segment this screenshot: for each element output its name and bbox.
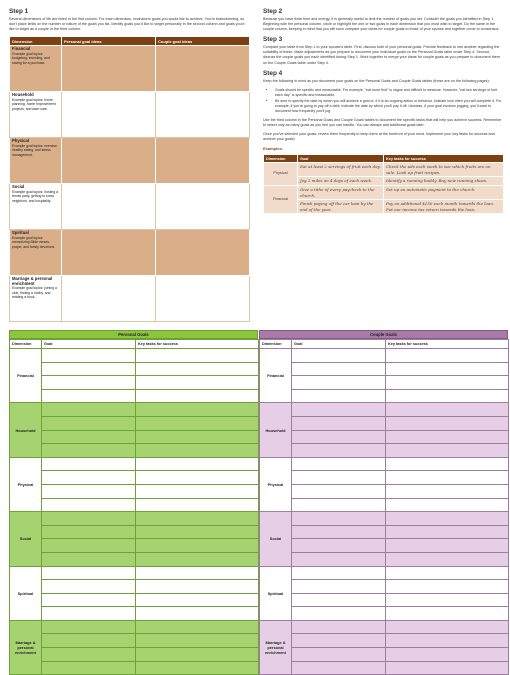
goal-row — [260, 539, 509, 553]
tasks-cell[interactable] — [136, 349, 259, 363]
dimension-label: Social — [260, 512, 292, 566]
goal-cell[interactable] — [42, 539, 136, 553]
goal-cell[interactable] — [292, 444, 386, 458]
personal-ideas-cell[interactable] — [62, 230, 156, 276]
example-tasks: Set up an automatic payment to the church. — [384, 185, 504, 199]
tasks-cell[interactable] — [386, 580, 509, 594]
dimension-desc: Example goal topics: home, planning, home improvement projects, and lawn care. — [12, 97, 56, 111]
tasks-cell[interactable] — [386, 416, 509, 430]
goal-cell[interactable] — [42, 593, 136, 607]
couple-ideas-cell[interactable] — [156, 138, 250, 184]
goal-row — [10, 634, 259, 648]
goal-cell[interactable] — [42, 580, 136, 594]
goal-row — [10, 389, 259, 403]
couple-ideas-cell[interactable] — [156, 46, 250, 92]
goal-row — [260, 620, 509, 634]
tasks-cell[interactable] — [386, 362, 509, 376]
tasks-cell[interactable] — [136, 580, 259, 594]
goal-cell[interactable] — [42, 648, 136, 662]
tasks-cell[interactable] — [136, 512, 259, 526]
brainstorm-row-marriage — [10, 276, 250, 322]
tasks-cell[interactable] — [136, 607, 259, 621]
personal-ideas-cell[interactable] — [62, 46, 156, 92]
example-dimension: Physical — [264, 163, 298, 186]
goal-cell[interactable] — [292, 484, 386, 498]
goal-row — [10, 620, 259, 634]
tasks-cell[interactable] — [136, 634, 259, 648]
goal-row — [10, 471, 259, 485]
bullet-item: • Goals should be specific and measurable. For example, "eat more fruit" is vague and difficult to measure. However, "eat two servings of fruit each day" is specific and measurable. — [275, 88, 503, 98]
couple-goals-title: Couple Goals — [259, 330, 508, 339]
couple-header-dimension: Dimension — [260, 340, 292, 349]
goal-row — [260, 525, 509, 539]
goal-cell[interactable] — [292, 416, 386, 430]
goal-cell[interactable] — [42, 566, 136, 580]
goal-row — [260, 389, 509, 403]
tasks-cell[interactable] — [136, 484, 259, 498]
dimension-name: Household — [12, 92, 34, 98]
goal-cell[interactable] — [42, 661, 136, 675]
goal-row — [10, 349, 259, 363]
tasks-cell[interactable] — [386, 512, 509, 526]
dimension-cell — [10, 46, 62, 92]
tasks-cell[interactable] — [136, 389, 259, 403]
tasks-cell[interactable] — [136, 648, 259, 662]
dimension-name: Physical — [12, 138, 29, 144]
goal-row — [10, 661, 259, 675]
goal-cell[interactable] — [42, 416, 136, 430]
tasks-cell[interactable] — [386, 661, 509, 675]
step4-para3: Once you've selected your goals, review them frequently to keep them at the forefront of your mind. Implement your key tasks for success and achieve your goals! — [263, 131, 495, 142]
dimension-cell — [10, 276, 62, 322]
tasks-cell[interactable] — [386, 457, 509, 471]
example-tasks: Check the ads each week to see which fruits are on sale. Look up fruit recipes. — [384, 163, 504, 177]
goal-cell[interactable] — [42, 389, 136, 403]
bullet-item: • Be sure to specify the date by which you will achieve a goal or, if it is an ongoing action or behavior, indicate how often you will complete it. For example, if you're going to pay off a debt, indicate the date by which you'll pay it off. Likewise, if your goal involves jogging, you'll want to document how frequently you'll jog. — [275, 99, 503, 114]
goal-cell[interactable] — [292, 580, 386, 594]
couple-header-tasks: Key tasks for success — [386, 340, 509, 349]
goal-row — [260, 648, 509, 662]
personal-ideas-cell[interactable] — [62, 276, 156, 322]
tasks-cell[interactable] — [136, 457, 259, 471]
goal-row — [10, 552, 259, 566]
goal-cell[interactable] — [42, 349, 136, 363]
dimension-label: Physical — [10, 457, 42, 511]
goal-row — [10, 362, 259, 376]
dimension-desc: Example goal topics: budgeting, investing, and saving for a purchase. — [12, 51, 50, 65]
examples-header-row — [264, 155, 504, 163]
dimension-label: Physical — [260, 457, 292, 511]
goal-row — [10, 648, 259, 662]
goal-cell[interactable] — [292, 552, 386, 566]
goal-row — [10, 416, 259, 430]
step1-text: Several dimensions of life are listed in the first column. For each dimension, brainstorm goals you would like to achieve. You're brainstorming, so don't place limits on the number or nature of the goals you list. Identify goals you'd like to target personally in the second column and goals you'd like to target as a couple in the third column. — [9, 17, 245, 32]
goal-row — [260, 416, 509, 430]
tasks-cell[interactable] — [386, 593, 509, 607]
goal-row — [10, 525, 259, 539]
dimension-desc: Example goal topics: memorizing Bible verses, prayer, and family devotions. — [12, 235, 56, 249]
tasks-cell[interactable] — [136, 498, 259, 512]
goal-cell[interactable] — [292, 593, 386, 607]
couple-ideas-cell[interactable] — [156, 276, 250, 322]
goal-cell[interactable] — [292, 634, 386, 648]
goal-row — [260, 457, 509, 471]
brainstorm-row-social — [10, 184, 250, 230]
goal-row — [260, 607, 509, 621]
dimension-label: Spiritual — [260, 566, 292, 620]
tasks-cell[interactable] — [386, 566, 509, 580]
tasks-cell[interactable] — [386, 484, 509, 498]
personal-ideas-cell[interactable] — [62, 92, 156, 138]
goal-cell[interactable] — [292, 512, 386, 526]
brainstorm-row-spiritual — [10, 230, 250, 276]
dimension-label: Spiritual — [10, 566, 42, 620]
step4-intro: Keep the following in mind as you document your goals on the Personal Goals and Couple Goals tables (these are on the following pages): — [263, 78, 490, 83]
goal-cell[interactable] — [292, 539, 386, 553]
goal-cell[interactable] — [42, 634, 136, 648]
goal-row — [260, 484, 509, 498]
step3-heading: Step 3 — [263, 36, 283, 44]
goal-cell[interactable] — [292, 607, 386, 621]
personal-header-tasks: Key tasks for success — [136, 340, 259, 349]
goal-row — [10, 430, 259, 444]
dimension-name: Spiritual — [12, 230, 29, 236]
goal-cell[interactable] — [292, 349, 386, 363]
goal-cell[interactable] — [42, 498, 136, 512]
dimension-desc: Example goal topics: hosting a tennis party, getting to know neighbors, and hospitality. — [12, 189, 58, 203]
goal-row — [260, 362, 509, 376]
personal-header-dimension: Dimension — [10, 340, 42, 349]
step4-heading: Step 4 — [263, 69, 283, 77]
tasks-cell[interactable] — [136, 620, 259, 634]
tasks-cell[interactable] — [386, 525, 509, 539]
personal-ideas-cell[interactable] — [62, 184, 156, 230]
goal-cell[interactable] — [292, 376, 386, 390]
dimension-label: Financial — [10, 349, 42, 403]
goal-row — [10, 376, 259, 390]
tasks-cell[interactable] — [136, 661, 259, 675]
goal-row — [10, 498, 259, 512]
goal-row — [10, 457, 259, 471]
examples-header-tasks: Key tasks for success — [384, 155, 504, 163]
goal-row — [260, 661, 509, 675]
brainstorm-header-dimension: Dimension — [10, 37, 62, 46]
goal-cell[interactable] — [292, 661, 386, 675]
tasks-cell[interactable] — [386, 403, 509, 417]
dimension-cell — [10, 184, 62, 230]
personal-goals-section — [9, 330, 258, 675]
example-row — [264, 163, 504, 177]
tasks-cell[interactable] — [136, 403, 259, 417]
dimension-cell — [10, 138, 62, 184]
goal-cell[interactable] — [42, 620, 136, 634]
goal-cell[interactable] — [292, 457, 386, 471]
goal-row — [260, 471, 509, 485]
tasks-cell[interactable] — [386, 430, 509, 444]
personal-goals-title: Personal Goals — [9, 330, 258, 339]
tasks-cell[interactable] — [386, 539, 509, 553]
goal-row — [10, 444, 259, 458]
step2-heading: Step 2 — [263, 8, 283, 15]
goal-row — [260, 349, 509, 363]
goal-row — [260, 580, 509, 594]
brainstorm-row-household — [10, 92, 250, 138]
goal-row — [260, 512, 509, 526]
dimension-label: Financial — [260, 349, 292, 403]
tasks-cell[interactable] — [136, 593, 259, 607]
tasks-cell[interactable] — [136, 362, 259, 376]
dimension-label: Marriage & personal enrichment — [260, 620, 292, 674]
personal-header-goal: Goal — [42, 340, 136, 349]
couple-goals-section — [259, 330, 508, 675]
couple-header-goal: Goal — [292, 340, 386, 349]
goal-row — [10, 566, 259, 580]
goal-row — [10, 512, 259, 526]
step1-heading: Step 1 — [9, 8, 29, 15]
tasks-cell[interactable] — [136, 539, 259, 553]
goal-cell[interactable] — [292, 620, 386, 634]
example-goal: Finish paying off the car loan by the end of the year. — [298, 200, 384, 214]
step3-text: Compare your table from Step 1 to your spouse's table. First, discuss both of your personal goals. Provide feedback to one another regarding the suitability of these. Make adjustments as you prepare to document your individual goals on the Personal Goals table under Step 4. Second, discuss the couple goals you each identified during Step 1. Work together to merge your ideas for couple goals as you prepare to document them on the Couple Goals table under Step 4. — [263, 45, 500, 65]
goal-cell[interactable] — [42, 484, 136, 498]
steps-2-4-section — [263, 8, 503, 214]
goal-cell[interactable] — [292, 648, 386, 662]
dimension-label: Household — [260, 403, 292, 457]
tasks-cell[interactable] — [386, 444, 509, 458]
dimension-name: Financial — [12, 46, 31, 52]
tasks-cell[interactable] — [386, 376, 509, 390]
step2-text: Because you have finite time and energy, it is generally useful to limit the number of goals you set. Consider the goals you identified in Step 1. Beginning with the personal column, circle or highlight the one or two goals in each dimension that you most wish to target. Do the same in the couple column, keeping in mind that you will soon compare your ideas for couple goals to those of your spouse and together come to consensus. — [263, 17, 500, 32]
example-goal: Jog 2 miles on 4 days of each week. — [298, 177, 384, 186]
example-goal: Eat at least 2 servings of fruit each day. — [298, 163, 384, 177]
dimension-cell — [10, 230, 62, 276]
dimension-desc: Example goal topics: joining a club, finding a hobby, and reading a book. — [12, 286, 57, 299]
tasks-cell[interactable] — [386, 349, 509, 363]
brainstorm-row-physical — [10, 138, 250, 184]
tasks-cell[interactable] — [386, 620, 509, 634]
tasks-cell[interactable] — [136, 376, 259, 390]
example-row — [264, 200, 504, 214]
dimension-label: Marriage & personal enrichment — [10, 620, 42, 674]
tasks-cell[interactable] — [386, 648, 509, 662]
goal-row — [260, 430, 509, 444]
examples-table — [263, 154, 504, 214]
goal-cell[interactable] — [42, 403, 136, 417]
examples-label: Examples: — [263, 146, 284, 152]
goal-cell[interactable] — [292, 525, 386, 539]
goal-row — [10, 539, 259, 553]
goal-row — [260, 593, 509, 607]
example-tasks: Identify a running buddy. Buy new running shoes. — [384, 177, 504, 186]
goal-cell[interactable] — [42, 362, 136, 376]
goal-cell[interactable] — [292, 403, 386, 417]
brainstorm-row-financial — [10, 46, 250, 92]
goal-cell[interactable] — [42, 376, 136, 390]
goal-row — [10, 593, 259, 607]
dimension-desc: Example goal topics: exercise, healthy eating, and stress management. — [12, 143, 58, 157]
goal-row — [260, 444, 509, 458]
examples-header-dimension: Dimension — [264, 155, 298, 163]
goal-row — [10, 484, 259, 498]
goal-cell[interactable] — [292, 362, 386, 376]
couple-ideas-cell[interactable] — [156, 184, 250, 230]
goal-cell[interactable] — [42, 525, 136, 539]
tasks-cell[interactable] — [136, 552, 259, 566]
tasks-cell[interactable] — [386, 552, 509, 566]
personal-ideas-cell[interactable] — [62, 138, 156, 184]
tasks-cell[interactable] — [136, 444, 259, 458]
example-row — [264, 177, 504, 186]
goal-cell[interactable] — [42, 430, 136, 444]
dimension-name: Marriage & personal enrichment — [12, 276, 53, 286]
tasks-cell[interactable] — [386, 634, 509, 648]
goal-row — [260, 498, 509, 512]
couple-goals-header-row — [260, 340, 509, 349]
goal-cell[interactable] — [42, 444, 136, 458]
example-dimension: Financial — [264, 185, 298, 213]
goal-row — [260, 566, 509, 580]
couple-ideas-cell[interactable] — [156, 230, 250, 276]
tasks-cell[interactable] — [386, 498, 509, 512]
step1-section — [9, 8, 249, 322]
goal-cell[interactable] — [292, 471, 386, 485]
goal-cell[interactable] — [292, 566, 386, 580]
tasks-cell[interactable] — [136, 416, 259, 430]
tasks-cell[interactable] — [386, 389, 509, 403]
tasks-cell[interactable] — [136, 566, 259, 580]
tasks-cell[interactable] — [136, 430, 259, 444]
step4-bullets — [263, 88, 503, 114]
dimension-name: Social — [12, 184, 25, 190]
brainstorm-header-couple: Couple goal ideas — [156, 37, 250, 46]
goal-row — [260, 634, 509, 648]
couple-ideas-cell[interactable] — [156, 92, 250, 138]
brainstorm-header-row — [10, 37, 250, 46]
dimension-label: Household — [10, 403, 42, 457]
goal-cell[interactable] — [42, 457, 136, 471]
goal-cell[interactable] — [292, 498, 386, 512]
goal-row — [10, 607, 259, 621]
goal-row — [260, 552, 509, 566]
goal-row — [260, 403, 509, 417]
brainstorm-header-personal: Personal goal ideas — [62, 37, 156, 46]
goal-cell[interactable] — [42, 512, 136, 526]
goal-cell[interactable] — [42, 607, 136, 621]
brainstorm-table — [9, 36, 250, 322]
goal-cell[interactable] — [292, 430, 386, 444]
example-goal: Give a tithe of every paycheck to the church. — [298, 185, 384, 199]
goal-row — [260, 376, 509, 390]
goal-row — [10, 403, 259, 417]
personal-goals-header-row — [10, 340, 259, 349]
goal-cell[interactable] — [42, 552, 136, 566]
couple-goals-table — [259, 339, 509, 675]
tasks-cell[interactable] — [386, 471, 509, 485]
tasks-cell[interactable] — [136, 525, 259, 539]
example-tasks: Pay an additional $150 each month towards the loan. Put our income tax return towards the loan. — [384, 200, 504, 214]
goal-row — [10, 580, 259, 594]
step4-para2: Use the third column in the Personal Goals and Couple Goals tables to document the specific tasks that will help you achieve success. Remember to select only as many goals as you feel you can handle. You can always add additional goals later. — [263, 117, 502, 127]
dimension-label: Social — [10, 512, 42, 566]
tasks-cell[interactable] — [136, 471, 259, 485]
goal-cell[interactable] — [42, 471, 136, 485]
goal-cell[interactable] — [292, 389, 386, 403]
personal-goals-table — [9, 339, 259, 675]
example-row — [264, 185, 504, 199]
examples-header-goal: Goal — [298, 155, 384, 163]
tasks-cell[interactable] — [386, 607, 509, 621]
dimension-cell — [10, 92, 62, 138]
